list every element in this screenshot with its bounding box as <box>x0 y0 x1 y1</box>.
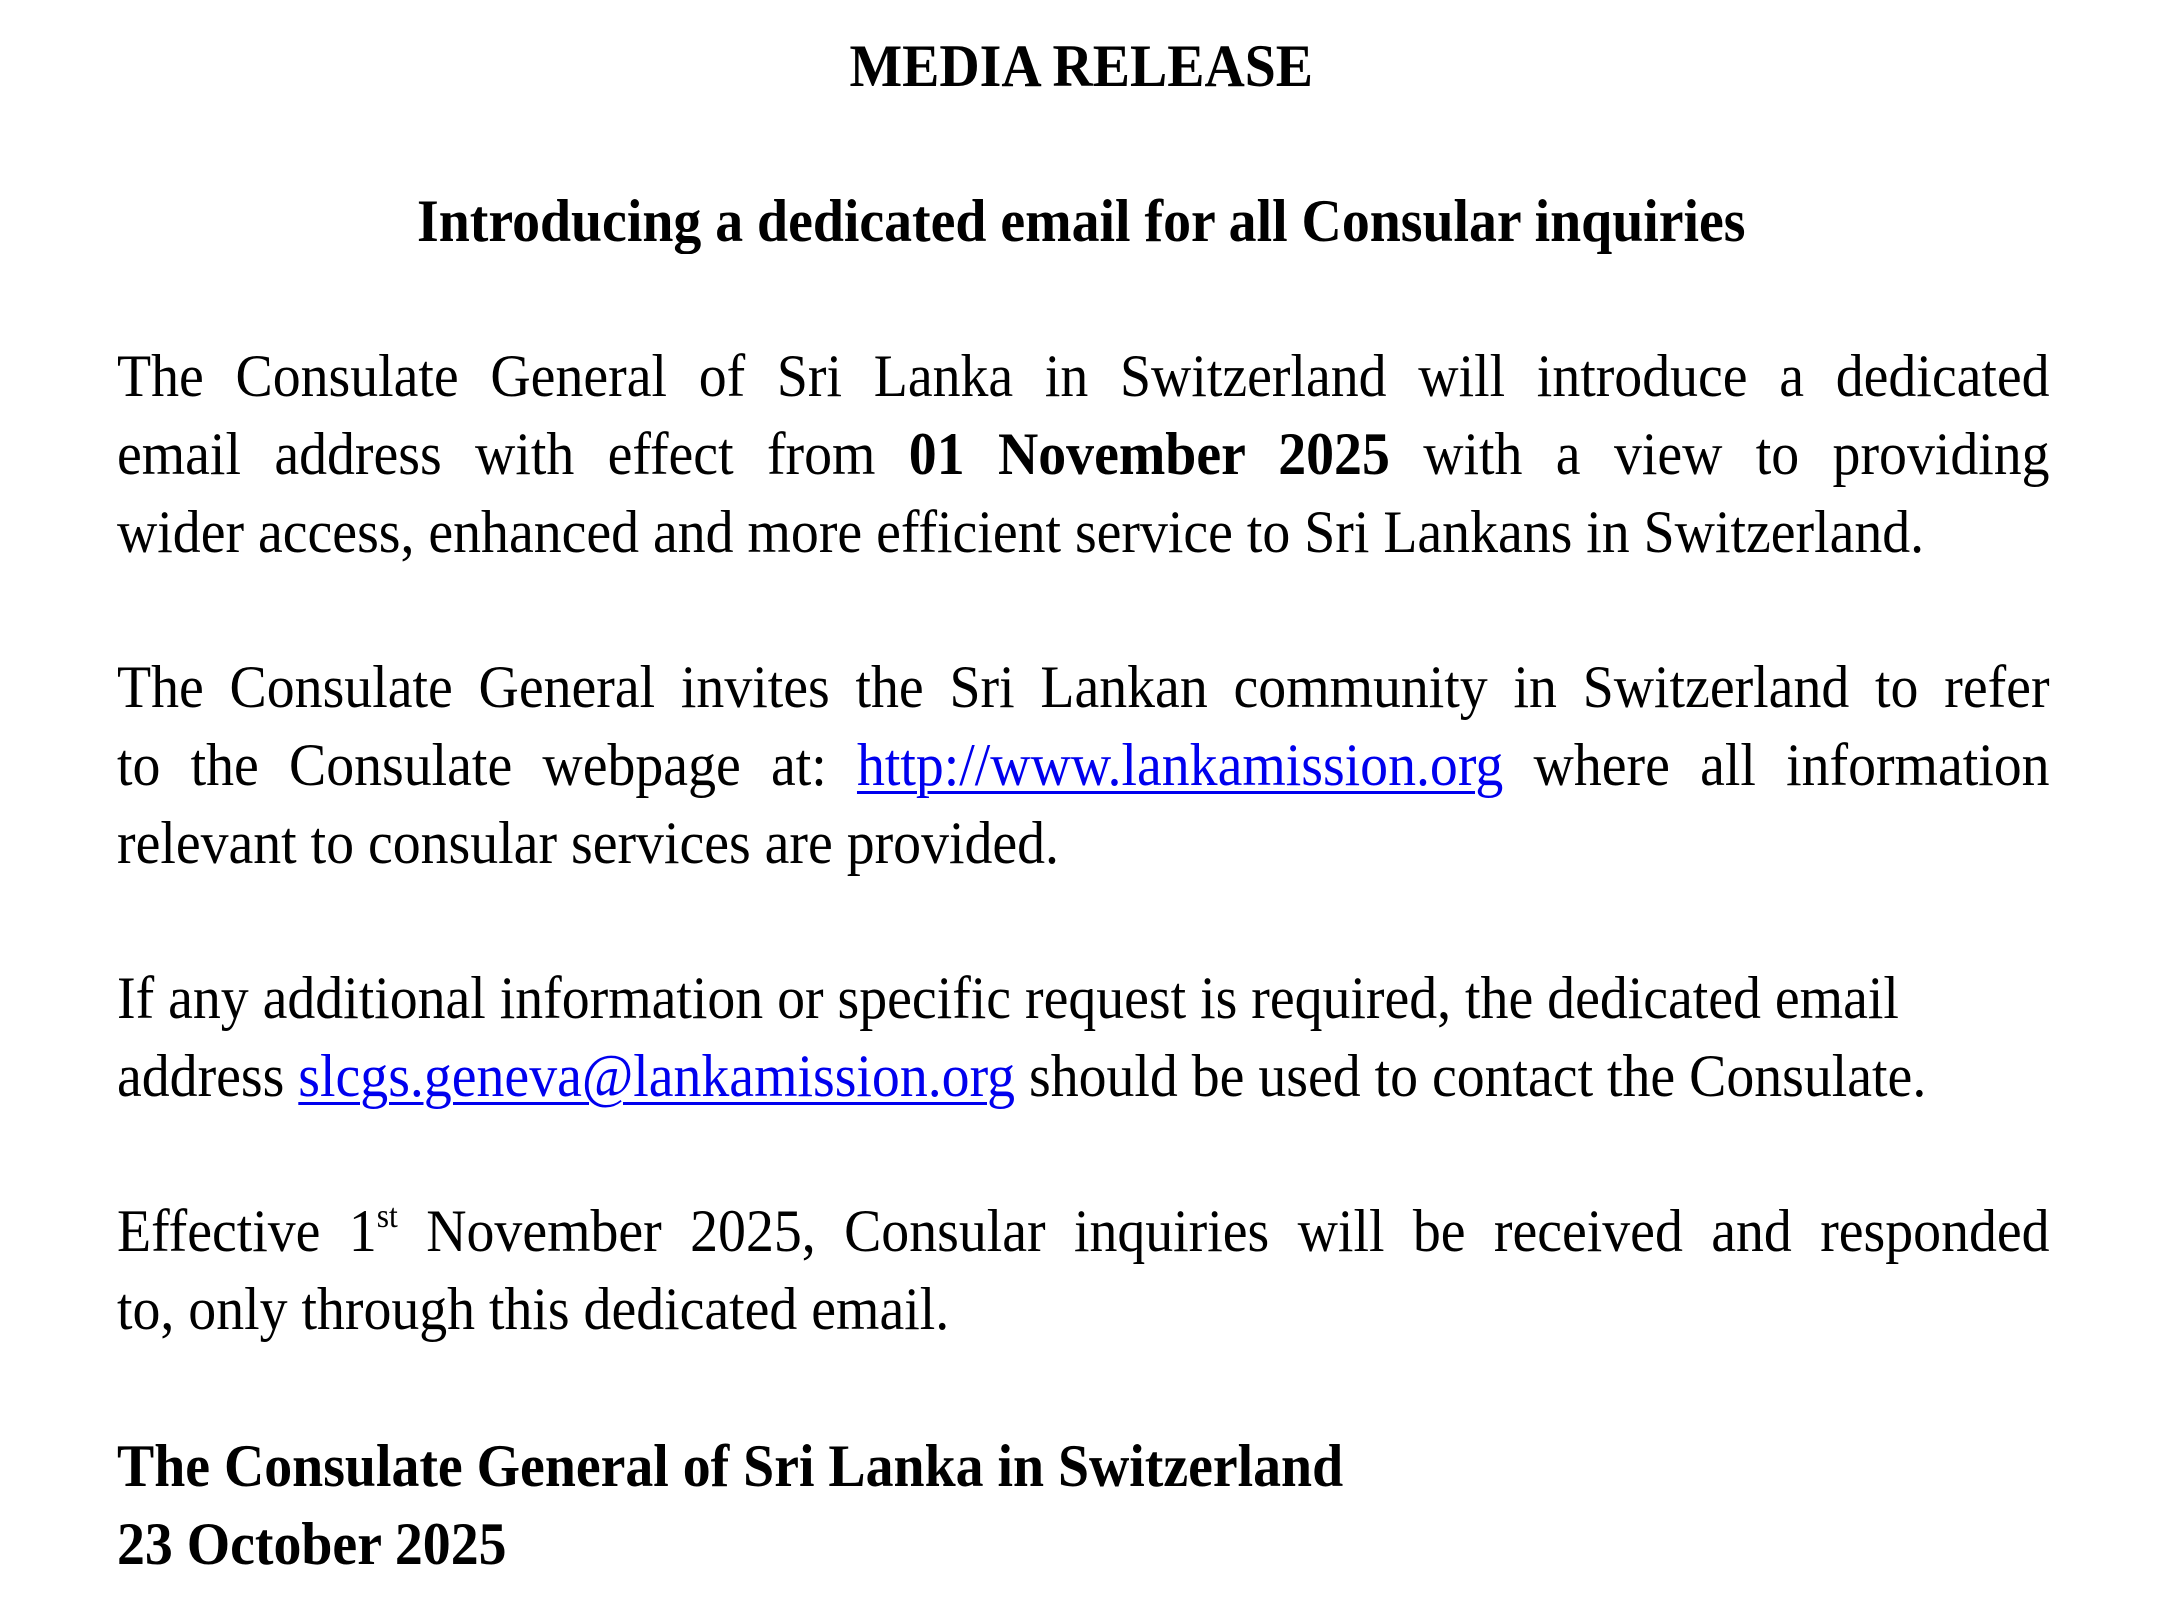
paragraph-text: with a view to providing <box>1389 421 2050 487</box>
paragraph-line <box>117 1198 2050 1264</box>
document-subtitle-text: Introducing a dedicated email for all Consular inquiries <box>416 188 1746 254</box>
paragraph-text: should be used to contact the Consulate. <box>1015 1043 1927 1109</box>
document-title-text: MEDIA RELEASE <box>849 33 1313 99</box>
document-subtitle <box>0 188 2162 254</box>
paragraph-text: address <box>117 1043 299 1109</box>
email-link[interactable]: slcgs.geneva@lankamission.org <box>298 1043 1016 1109</box>
paragraph-line <box>117 732 2050 798</box>
paragraph-line: wider access, enhanced and more efficient service to Sri Lankans in Switzerland. <box>117 499 1925 565</box>
paragraph-line: relevant to consular services are provided. <box>117 810 1060 876</box>
paragraph-text: email address with effect from <box>117 421 909 487</box>
effective-date-bold: 01 November 2025 <box>908 421 1390 487</box>
paragraph-line <box>117 421 2050 487</box>
paragraph-text: to the Consulate webpage at: <box>117 732 857 798</box>
paragraph-text: Effective 1 <box>117 1198 377 1264</box>
signature-organization: The Consulate General of Sri Lanka in Switzerland <box>117 1433 1344 1499</box>
paragraph-text: where all information <box>1503 732 2050 798</box>
paragraph-text: November 2025, Consular inquiries will be received and responded <box>397 1198 2050 1264</box>
paragraph-line: The Consulate General invites the Sri Lankan community in Switzerland to refer <box>117 654 2050 720</box>
signature-date: 23 October 2025 <box>117 1511 507 1577</box>
paragraph-line <box>117 1043 2050 1109</box>
ordinal-suffix: st <box>376 1198 398 1235</box>
document-title <box>0 33 2162 99</box>
paragraph-line: If any additional information or specific request is required, the dedicated email <box>117 965 1899 1031</box>
paragraph-line: to, only through this dedicated email. <box>117 1276 950 1342</box>
website-link[interactable]: http://www.lankamission.org <box>856 732 1504 798</box>
paragraph-line: The Consulate General of Sri Lanka in Switzerland will introduce a dedicated <box>117 343 2050 409</box>
